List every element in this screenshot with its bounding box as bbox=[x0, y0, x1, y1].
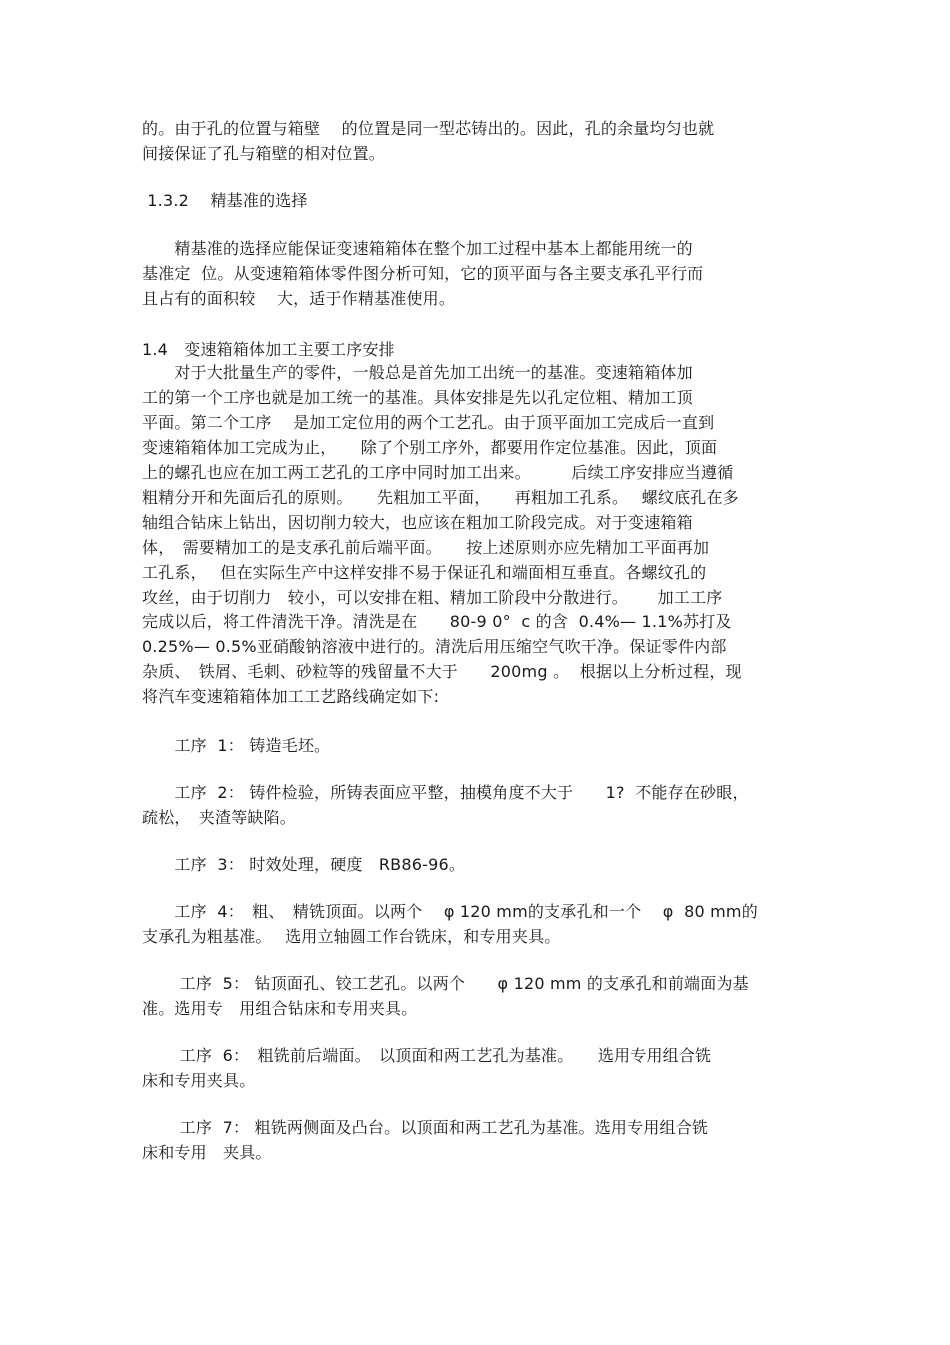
text-line: 平面。第二个工序 是加工定位用的两个工艺孔。由于顶平面加工完成后一直到 bbox=[142, 413, 715, 432]
text-line: 将汽车变速箱箱体加工工艺路线确定如下: bbox=[142, 687, 440, 706]
text-line: 杂质、 铁屑、毛刺、砂粒等的残留量不大于 200mg 。 根据以上分析过程，现 bbox=[142, 662, 742, 681]
process-step: 工序 3： 时效处理，硬度 RB86-96。 bbox=[142, 855, 466, 874]
text-line: 完成以后，将工件清洗干净。清洗是在 80-9 0° c 的含 0.4%— 1.1%苏打及 bbox=[142, 612, 732, 631]
text-line: 轴组合钻床上钻出，因切削力较大，也应该在粗加工阶段完成。对于变速箱箱 bbox=[142, 513, 693, 532]
process-step: 工序 4： 粗、 精铣顶面。以两个 φ 120 mm的支承孔和一个 φ 80 mm的 bbox=[142, 902, 758, 921]
text-line: 的。由于孔的位置与箱壁 的位置是同一型芯铸出的。因此，孔的余量均匀也就 bbox=[142, 119, 715, 138]
text-line: 工孔系， 但在实际生产中这样安排不易于保证孔和端面相互垂直。各螺纹孔的 bbox=[142, 563, 707, 582]
text-line: 攻丝，由于切削力 较小，可以安排在粗、精加工阶段中分散进行。 加工工序 bbox=[142, 588, 723, 607]
section-heading: 1.3.2 精基准的选择 bbox=[142, 191, 308, 210]
text-line: 上的螺孔也应在加工两工艺孔的工序中同时加工出来。 后续工序安排应当遵循 bbox=[142, 463, 734, 482]
text-line: 变速箱箱体加工完成为止， 除了个别工序外，都要用作定位基准。因此，顶面 bbox=[142, 438, 718, 457]
text-line: 疏松， 夹渣等缺陷。 bbox=[142, 808, 297, 827]
process-step: 工序 1： 铸造毛坯。 bbox=[142, 736, 331, 755]
text-line: 准。选用专 用组合钻床和专用夹具。 bbox=[142, 999, 418, 1018]
process-step: 工序 5： 钻顶面孔、铰工艺孔。以两个 φ 120 mm 的支承孔和前端面为基 bbox=[142, 974, 749, 993]
text-line: 体， 需要精加工的是支承孔前后端平面。 按上述原则亦应先精加工平面再加 bbox=[142, 538, 710, 557]
text-line: 对于大批量生产的零件，一般总是首先加工出统一的基准。变速箱箱体加 bbox=[142, 363, 693, 382]
section-heading: 1.4 变速箱箱体加工主要工序安排 bbox=[142, 340, 395, 359]
text-line: 0.25%— 0.5%亚硝酸钠溶液中进行的。清洗后用压缩空气吹干净。保证零件内部 bbox=[142, 637, 727, 656]
text-line: 且占有的面积较 大，适于作精基准使用。 bbox=[142, 289, 456, 308]
text-line: 粗精分开和先面后孔的原则。 先粗加工平面， 再粗加工孔系。 螺纹底孔在多 bbox=[142, 488, 739, 507]
text-line: 床和专用 夹具。 bbox=[142, 1143, 272, 1162]
text-line: 基准定 位。从变速箱箱体零件图分析可知，它的顶平面与各主要支承孔平行而 bbox=[142, 264, 704, 283]
process-step: 工序 6： 粗铣前后端面。 以顶面和两工艺孔为基准。 选用专用组合铣 bbox=[142, 1046, 712, 1065]
text-line: 支承孔为粗基准。 选用立轴圆工作台铣床，和专用夹具。 bbox=[142, 927, 561, 946]
text-line: 精基准的选择应能保证变速箱箱体在整个加工过程中基本上都能用统一的 bbox=[142, 239, 693, 258]
text-line: 床和专用夹具。 bbox=[142, 1071, 256, 1090]
text-line: 间接保证了孔与箱壁的相对位置。 bbox=[142, 144, 386, 163]
process-step: 工序 2： 铸件检验，所铸表面应平整，抽模角度不大于 1? 不能存在砂眼， bbox=[142, 783, 749, 802]
text-line: 工的第一个工序也就是加工统一的基准。具体安排是先以孔定位粗、精加工顶 bbox=[142, 388, 693, 407]
process-step: 工序 7： 粗铣两侧面及凸台。以顶面和两工艺孔为基准。选用专用组合铣 bbox=[142, 1118, 709, 1137]
